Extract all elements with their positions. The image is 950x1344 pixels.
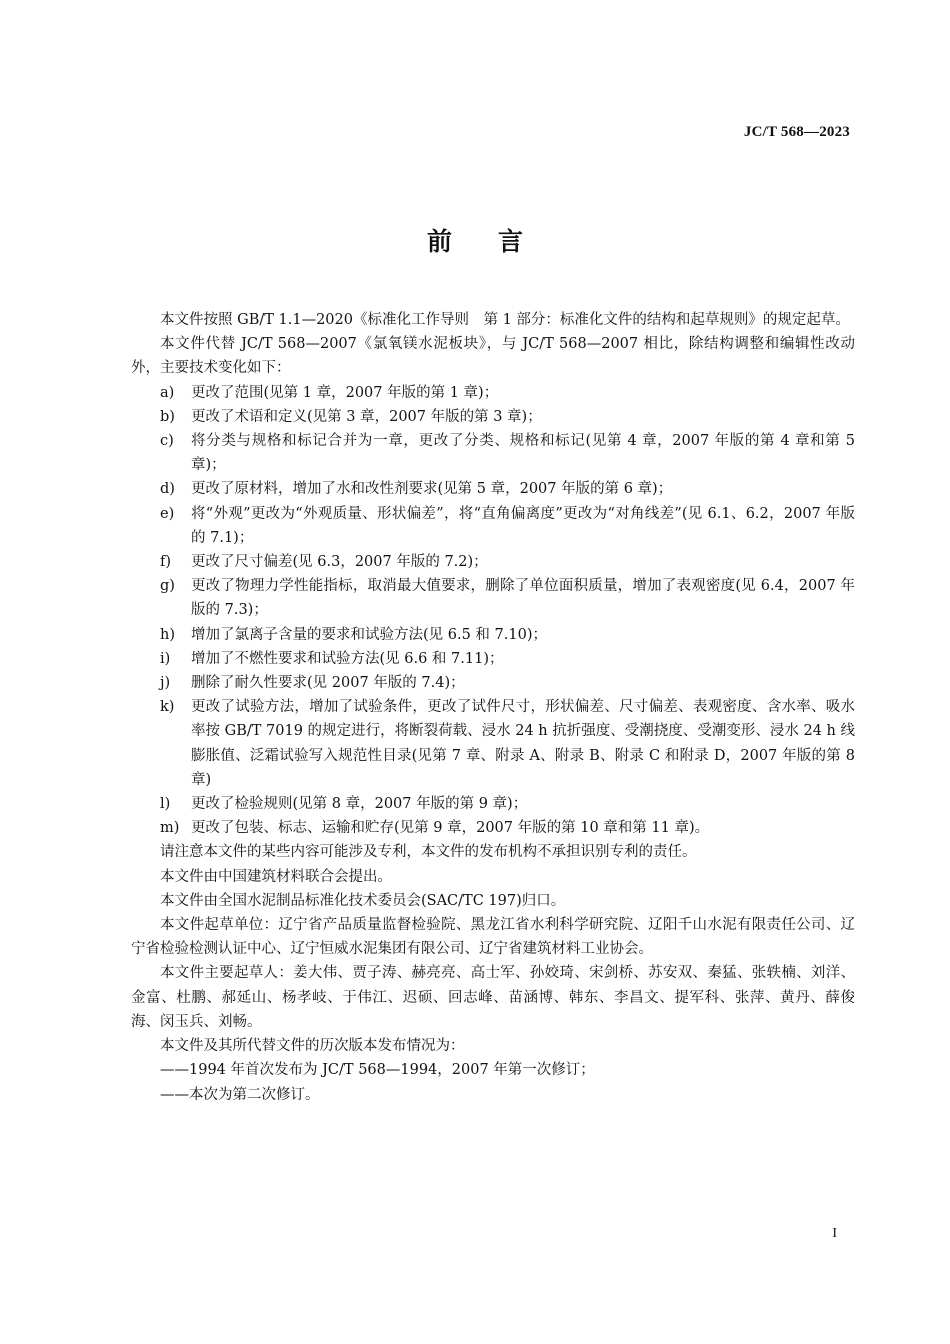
- list-item: [131, 550, 855, 574]
- paragraph-main-drafters: 本文件主要起草人：姜大伟、贾子涛、赫亮亮、高士军、孙姣琦、宋剑桥、苏安双、秦猛、张轶楠、刘洋、金富、杜鹏、郝延山、杨孝岐、于伟江、迟硕、回志峰、苗涵博、韩东、李昌文、提军科、张萍、黄丹、薛俊海、闵玉兵、刘畅。: [131, 965, 855, 1030]
- list-item-text: 更改了检验规则(见第 8 章，2007 年版的第 9 章)；: [191, 796, 528, 813]
- page-number: I: [832, 1226, 837, 1241]
- paragraph-drafting-organizations: 本文件起草单位：辽宁省产品质量监督检验院、黑龙江省水利科学研究院、辽阳千山水泥有限责任公司、辽宁省检验检测认证中心、辽宁恒威水泥集团有限公司、辽宁省建筑材料工业协会。: [131, 917, 855, 958]
- list-item: [131, 816, 855, 840]
- list-item-text: 更改了术语和定义(见第 3 章，2007 年版的第 3 章)；: [191, 408, 542, 425]
- list-item: [131, 574, 855, 622]
- paragraph-drafting-rules: 本文件按照 GB/T 1.1—2020《标准化工作导则 第 1 部分：标准化文件的结构和起草规则》的规定起草。: [160, 312, 850, 328]
- list-item: [131, 381, 855, 405]
- list-item-text: 增加了氯离子含量的要求和试验方法(见 6.5 和 7.10)；: [191, 626, 547, 643]
- list-item-text: 更改了物理力学性能指标，取消最大值要求，删除了单位面积质量，增加了表观密度(见 6.4，2007 年版的 7.3)；: [191, 578, 855, 619]
- list-item: [131, 623, 855, 647]
- list-item-label: e): [160, 505, 175, 522]
- list-item-text: 删除了耐久性要求(见 2007 年版的 7.4)；: [191, 675, 465, 692]
- list-item-text: 将分类与规格和标记合并为一章，更改了分类、规格和标记(见第 4 章，2007 年版的第 4 章和第 5 章)；: [191, 433, 855, 474]
- paragraph-history-intro: 本文件及其所代替文件的历次版本发布情况为：: [160, 1038, 465, 1055]
- list-item-label: a): [160, 384, 175, 401]
- list-item-label: m): [160, 820, 180, 837]
- paragraph-proposed-by: 本文件由中国建筑材料联合会提出。: [160, 868, 392, 885]
- paragraph-under-jurisdiction: 本文件由全国水泥制品标准化技术委员会(SAC/TC 197)归口。: [160, 892, 566, 909]
- list-item-label: c): [160, 433, 174, 450]
- list-item: [131, 647, 855, 671]
- list-item: [131, 695, 855, 792]
- list-item-label: f): [160, 554, 172, 571]
- list-item-label: b): [160, 408, 175, 425]
- list-item-text: 将“外观”更改为“外观质量、形状偏差”，将“直角偏离度”更改为“对角线差”(见 6.1、6.2，2007 年版的 7.1)；: [191, 505, 855, 546]
- list-item-label: l): [160, 796, 171, 813]
- list-item: [131, 429, 855, 477]
- history-item: ——1994 年首次发布为 JC/T 568—1994，2007 年第一次修订；: [160, 1062, 595, 1079]
- list-item-label: j): [160, 675, 171, 692]
- list-item: [131, 502, 855, 550]
- list-item-label: k): [160, 699, 175, 716]
- list-item-text: 更改了包装、标志、运输和贮存(见第 9 章，2007 年版的第 10 章和第 11 章)。: [191, 820, 710, 837]
- list-item-text: 更改了尺寸偏差(见 6.3，2007 年版的 7.2)；: [191, 554, 488, 571]
- list-item-text: 更改了试验方法，增加了试验条件，更改了试件尺寸，形状偏差、尺寸偏差、表观密度、含水率、吸水率按 GB/T 7019 的规定进行，将断裂荷载、浸水 24 h 抗折强度、受潮挠度、受潮变形、浸水 24 h 线膨胀值、泛霜试验写入规范性目录(见第 7 章、附录 A、附录 B、附录 C 和附录 D，2007 年版的第 8 章): [191, 699, 855, 788]
- history-item: ——本次为第二次修订。: [160, 1086, 320, 1103]
- changes-list: [131, 381, 855, 841]
- list-item: [131, 477, 855, 501]
- list-item-label: h): [160, 626, 175, 643]
- foreword-body: [131, 308, 855, 1107]
- list-item-label: d): [160, 481, 175, 498]
- list-item-label: i): [160, 650, 171, 667]
- paragraph-replaces: 本文件代替 JC/T 568—2007《氯氧镁水泥板块》，与 JC/T 568—2007 相比，除结构调整和编辑性改动外，主要技术变化如下：: [131, 336, 855, 377]
- list-item-label: g): [160, 578, 175, 595]
- standard-code: JC/T 568—2023: [743, 124, 850, 140]
- paragraph-patent-notice: 请注意本文件的某些内容可能涉及专利，本文件的发布机构不承担识别专利的责任。: [160, 844, 697, 861]
- list-item-text: 更改了原材料，增加了水和改性剂要求(见第 5 章，2007 年版的第 6 章)；: [191, 481, 673, 498]
- page-title: 前言: [426, 227, 569, 256]
- list-item-text: 更改了范围(见第 1 章，2007 年版的第 1 章)；: [191, 384, 499, 401]
- list-item: [131, 671, 855, 695]
- list-item: [131, 792, 855, 816]
- list-item: [131, 405, 855, 429]
- list-item-text: 增加了不燃性要求和试验方法(见 6.6 和 7.11)；: [191, 650, 504, 667]
